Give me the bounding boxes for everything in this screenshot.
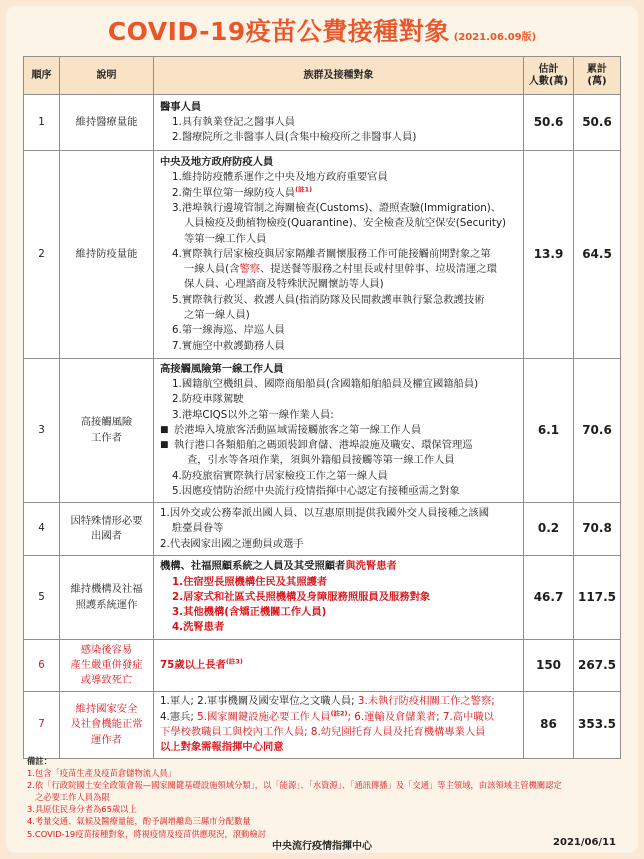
group-line: 1.因外交或公務奉派出國人員、以互惠原則提供我國外交人員接種之該國 [160,507,490,520]
row-desc: 維持機構及社福 照護系統運作 [60,556,154,640]
row-estimate: 6.1 [524,359,574,503]
group-line: 以上對象需報指揮中心同意 [160,741,284,754]
row-estimate: 50.6 [524,95,574,151]
row-cumulative: 70.8 [574,503,621,556]
note-ref: (註1) [295,185,313,194]
row-estimate: 150 [524,640,574,692]
group-line-highlight: 5.國家關鍵設施必要工作人員 [197,710,331,723]
group-line: 1.具有執業登記之醫事人員 [172,115,296,128]
group-line-highlight: ; 6.運輸及倉儲業者; 7.高中職以 [347,710,494,723]
row-seq: 4 [24,503,60,556]
note-item: 2.依「行政院國土安全政策會報—國家關鍵基礎設施領域分類」，以「能源」、「水資源」、「通訊傳播」及「交通」等主領域，由該領域主管機關認定 [27,780,562,791]
row-cumulative: 50.6 [574,95,621,151]
row-cumulative: 70.6 [574,359,621,503]
title-version-date: (2021.06.09版) [453,32,537,43]
group-title: 中央及地方政府防疫人員 [160,156,274,169]
row-cumulative: 353.5 [574,692,621,759]
group-line: 2.防疫車隊駕駛 [172,393,244,406]
row-seq: 7 [24,692,60,759]
group-title: 醫事人員 [160,100,202,113]
row-desc: 高接觸風險 工作者 [60,359,154,503]
table-row [24,692,621,759]
group-line: 5.因應疫情防治經中央流行疫情指揮中心認定有接種亟需之對象 [172,485,460,498]
bullet-line: ■ 於港埠入境旅客活動區域需接觸旅客之第一線工作人員 [160,423,519,438]
note-ref: (註3) [225,657,243,666]
group-line: 3.港埠CIQS以外之第一線作業人員: [172,408,334,421]
group-line-text: 2.衛生單位第一線防疫人員 [172,186,296,199]
row-estimate: 13.9 [524,151,574,359]
row-seq: 6 [24,640,60,692]
table-row [24,503,621,556]
group-line: 4.實際執行居家檢疫與居家隔離者關懷服務工作可能接觸前開對象之第 [172,247,491,260]
table-row [24,359,621,503]
group-line: 2.醫療院所之非醫事人員(含集中檢疫所之非醫事人員) [172,131,417,144]
row-group [154,640,524,692]
row-cumulative: 267.5 [574,640,621,692]
group-line: 6.第一線海巡、岸巡人員 [172,324,285,337]
group-line: 查，引水等各項作業，須與外籍船員接觸等第一線工作人員 [187,454,455,467]
group-line: 1.住宿型長照機構住民及其照護者 [172,575,328,588]
row-estimate: 86 [524,692,574,759]
notes-title: 備註： [27,756,52,766]
row-group [154,692,524,759]
table-header-row [24,57,621,95]
header-seq: 順序 [24,57,60,95]
group-line-highlight: 3.未執行防疫相關工作之警察; [357,695,495,708]
group-line: 下學校教職員工與校內工作人員; 8.幼兒園托育人員及托育機構專業人員 [160,726,486,738]
notes-section [27,755,617,840]
note-item: 1.包含「疫苗生產及疫苗倉儲物流人員」 [27,768,176,779]
group-line: 2.居家式和社區式長照機構及身障服務照服員及服務對象 [172,590,431,603]
header-desc: 說明 [60,57,154,95]
table-row [24,95,621,151]
row-desc: 感染後容易 產生嚴重併發症 或導致死亡 [60,640,154,692]
row-desc: 維持醫療量能 [60,95,154,151]
table-row [24,151,621,359]
group-line: 4.防疫旅宿實際執行居家檢疫工作之第一線人員 [172,469,388,482]
police-highlight: 警察 [239,263,261,276]
note-item: 之必要工作人員為限 [35,792,110,803]
group-line: 1.國籍航空機組員、國際商船船員(含國籍船舶船員及權宜國籍船員) [172,377,479,390]
table-row [24,556,621,640]
row-group [154,95,524,151]
row-cumulative: 117.5 [574,556,621,640]
row-seq: 3 [24,359,60,503]
group-line: 2.代表國家出國之運動員或選手 [160,537,304,550]
group-line: 駐臺員眷等 [172,522,224,535]
row-seq: 2 [24,151,60,359]
footer-organization: 中央流行疫情指揮中心 [272,841,372,852]
group-line-text: 1.軍人; 2.軍事機關及國安單位之文職人員; [160,695,355,708]
header-estimate: 估計 人數(萬) [524,57,574,95]
group-line [160,694,519,709]
row-group [154,359,524,503]
row-desc: 維持防疫量能 [60,151,154,359]
row-estimate: 46.7 [524,556,574,640]
group-line: 5.實際執行救災、救護人員(指消防隊及民間救護車執行緊急救護技術 [172,293,485,306]
row-group [154,151,524,359]
group-line-text: 一線人員(含 [184,263,240,276]
page-title [0,12,644,48]
group-line-text: 4.憲兵; [160,710,194,723]
bullet-line: ■ 執行港口各類船舶之碼頭裝卸倉儲、港埠設施及職安、環保管理巡 [160,438,519,453]
row-group [154,503,524,556]
row-group [154,556,524,640]
row-estimate: 0.2 [524,503,574,556]
row-seq: 5 [24,556,60,640]
title-main: COVID-19疫苗公費接種對象 [107,17,450,46]
note-item: 4.考量交通、氣候及醫療量能，酌予調增離島三縣市分配數量 [27,816,251,827]
row-seq: 1 [24,95,60,151]
group-line: 3.港埠執行邊境管制之海關檢查(Customs)、證照查驗(Immigration)、 [172,201,502,214]
group-line: 保人員、心理諮商及特殊狀況關懷訪等人員) [184,278,384,291]
table-row [24,640,621,692]
group-line: 4.洗腎患者 [172,621,225,634]
group-line [160,262,519,277]
row-desc: 維持國家安全 及社會機能正常 運作者 [60,692,154,759]
group-line: 7.實施空中救護勤務人員 [172,339,285,352]
group-title: 高接觸風險第一線工作人員 [160,362,284,375]
note-ref: (註2) [330,709,348,718]
note-item: 5.COVID-19疫苗接種對象，將視疫情及疫苗供應現況，滾動檢討 [27,828,266,839]
vaccine-priority-table [23,56,621,759]
group-line-text: 、提送餐等服務之村里長或村里幹事、垃圾清運之環 [260,263,497,276]
group-line: 人員檢疫及動植物檢疫(Quarantine)、安全檢查及航空保安(Security) [184,217,507,230]
group-line: 75歲以上長者 [160,658,226,671]
group-line [160,710,519,725]
group-line: 等第一線工作人員 [184,232,267,245]
header-group: 族群及接種對象 [154,57,524,95]
header-cumulative: 累計 (萬) [574,57,621,95]
group-line: 3.其他機構(含矯正機關工作人員) [172,606,327,619]
group-title [160,559,519,574]
group-line [160,186,519,201]
group-line: 之第一線人員) [184,309,250,322]
group-title-highlight: 與洗腎患者 [345,560,397,573]
group-line: 1.維持防疫體系運作之中央及地方政府重要官員 [172,171,388,184]
row-desc: 因特殊情形必要 出國者 [60,503,154,556]
row-cumulative: 64.5 [574,151,621,359]
footer-date: 2021/06/11 [553,837,616,848]
note-item: 3.具原住民身分者為65歲以上 [27,804,137,815]
group-title-text: 機構、社福照顧系統之人員及其受照顧者 [160,560,346,573]
